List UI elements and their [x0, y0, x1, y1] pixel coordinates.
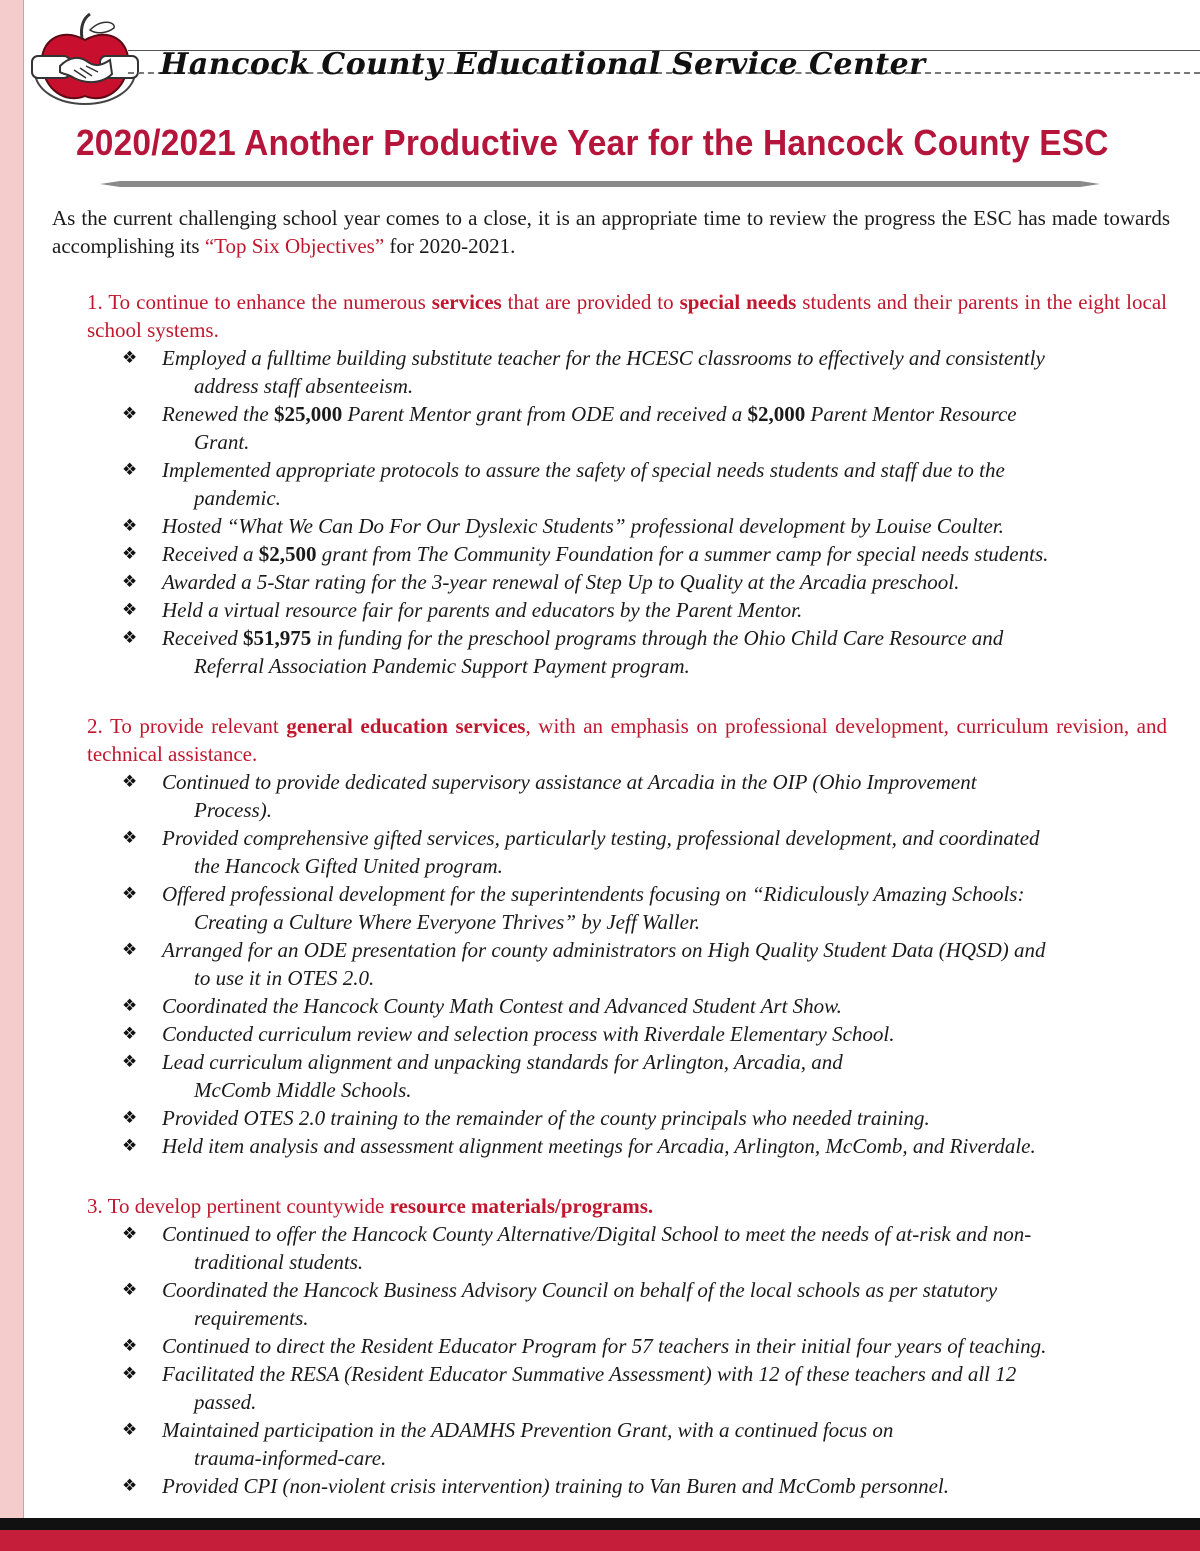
list-item	[120, 880, 1170, 936]
item-text-cont: Process).	[194, 798, 272, 822]
objective-3-list	[120, 1220, 1170, 1500]
list-item	[120, 540, 1170, 568]
objective-2-text: , with an emphasis on professional development, curriculum revision, and technical assistance.	[87, 714, 1167, 766]
bullet-icon: ❖	[122, 516, 138, 536]
item-text-cont: traditional students.	[194, 1250, 364, 1274]
list-item	[120, 1360, 1170, 1416]
objective-2-keyword: general education services	[286, 714, 526, 738]
bullet-icon: ❖	[122, 544, 138, 564]
objective-3-keyword: resource materials/programs.	[389, 1194, 654, 1218]
list-item	[120, 1104, 1170, 1132]
list-item	[120, 1048, 1170, 1104]
bullet-icon: ❖	[122, 996, 138, 1016]
item-text-cont: requirements.	[194, 1306, 309, 1330]
bullet-icon: ❖	[122, 460, 138, 480]
objective-2-text: 2. To provide relevant	[87, 714, 287, 738]
bullet-icon: ❖	[122, 1476, 138, 1496]
item-text: Provided CPI (non-violent crisis intervention) training to Van Buren and McComb personnel.	[162, 1474, 949, 1498]
title-underline	[100, 181, 1100, 187]
left-margin-band	[0, 0, 23, 1551]
list-item	[120, 512, 1170, 540]
item-text-cont: Creating a Culture Where Everyone Thrives” by Jeff Waller.	[194, 910, 701, 934]
intro-paragraph	[52, 204, 1170, 260]
item-text: Provided comprehensive gifted services, particularly testing, professional development, and coordinated	[162, 826, 1040, 850]
list-item	[120, 1416, 1170, 1472]
intro-text-end: for 2020-2021.	[384, 234, 516, 258]
objective-1	[87, 288, 1167, 344]
list-item	[120, 992, 1170, 1020]
list-item	[120, 624, 1170, 680]
org-name: Hancock County Educational Service Center	[160, 47, 926, 82]
list-item	[120, 596, 1170, 624]
item-amount: $51,975	[243, 626, 312, 650]
objective-3	[87, 1192, 1167, 1220]
apple-handshake-icon	[30, 12, 140, 107]
bullet-icon: ❖	[122, 772, 138, 792]
bullet-icon: ❖	[122, 348, 138, 368]
item-text: Parent Mentor grant from ODE and received a	[342, 402, 748, 426]
footer-bar-red	[0, 1530, 1200, 1551]
bullet-icon: ❖	[122, 940, 138, 960]
item-text: Conducted curriculum review and selection process with Riverdale Elementary School.	[162, 1022, 895, 1046]
page-title: 2020/2021 Another Productive Year for the Hancock County ESC	[76, 122, 1109, 163]
item-text-cont: the Hancock Gifted United program.	[194, 854, 503, 878]
objective-2-list	[120, 768, 1170, 1160]
bullet-icon: ❖	[122, 1024, 138, 1044]
bullet-icon: ❖	[122, 1136, 138, 1156]
list-item	[120, 768, 1170, 824]
item-text: Received a	[162, 542, 259, 566]
item-text: Held a virtual resource fair for parents and educators by the Parent Mentor.	[162, 598, 803, 622]
list-item	[120, 1332, 1170, 1360]
list-item	[120, 344, 1170, 400]
bullet-icon: ❖	[122, 1420, 138, 1440]
item-text: Provided OTES 2.0 training to the remainder of the county principals who needed training.	[162, 1106, 930, 1130]
bullet-icon: ❖	[122, 884, 138, 904]
bullet-icon: ❖	[122, 1336, 138, 1356]
footer-bar-dark	[0, 1518, 1200, 1530]
intro-highlight: “Top Six Objectives”	[204, 234, 385, 258]
bullet-icon: ❖	[122, 1280, 138, 1300]
item-text: Employed a fulltime building substitute teacher for the HCESC classrooms to effectively and consistently	[162, 346, 1045, 370]
item-amount: $25,000	[273, 402, 343, 426]
list-item	[120, 824, 1170, 880]
item-text: Continued to provide dedicated supervisory assistance at Arcadia in the OIP (Ohio Improvement	[162, 770, 977, 794]
item-amount: $2,500	[258, 542, 317, 566]
list-item	[120, 456, 1170, 512]
intro-text: As the current challenging school year comes to a close, it is an appropriate time to review the progress the ESC has made towards accomplishing its	[52, 206, 1170, 258]
list-item	[120, 1220, 1170, 1276]
objective-1-keyword: services	[431, 290, 502, 314]
list-item	[120, 1020, 1170, 1048]
objective-3-text: 3. To develop pertinent countywide	[87, 1194, 390, 1218]
objective-1-list	[120, 344, 1170, 680]
item-text: Coordinated the Hancock County Math Contest and Advanced Student Art Show.	[162, 994, 842, 1018]
list-item	[120, 1472, 1170, 1500]
item-text: Facilitated the RESA (Resident Educator Summative Assessment) with 12 of these teachers and all 12	[162, 1362, 1017, 1386]
item-text-cont: to use it in OTES 2.0.	[194, 966, 375, 990]
item-text: Continued to direct the Resident Educator Program for 57 teachers in their initial four years of teaching.	[162, 1334, 1047, 1358]
item-text: Arranged for an ODE presentation for county administrators on High Quality Student Data (HQSD) and	[162, 938, 1046, 962]
item-text-cont: address staff absenteeism.	[194, 374, 414, 398]
bullet-icon: ❖	[122, 1052, 138, 1072]
list-item	[120, 1276, 1170, 1332]
bullet-icon: ❖	[122, 828, 138, 848]
item-text-cont: Grant.	[194, 430, 250, 454]
list-item	[120, 568, 1170, 596]
bullet-icon: ❖	[122, 600, 138, 620]
item-text: Continued to offer the Hancock County Alternative/Digital School to meet the needs of at-risk and non-	[162, 1222, 1032, 1246]
item-text: Renewed the	[162, 402, 274, 426]
item-text: Held item analysis and assessment alignment meetings for Arcadia, Arlington, McComb, and Riverdale.	[162, 1134, 1036, 1158]
item-text: Implemented appropriate protocols to assure the safety of special needs students and staff due to the	[162, 458, 1005, 482]
list-item	[120, 400, 1170, 456]
bullet-icon: ❖	[122, 572, 138, 592]
item-text: Offered professional development for the superintendents focusing on “Ridiculously Amazing Schools:	[162, 882, 1025, 906]
bullet-icon: ❖	[122, 628, 138, 648]
item-text: Maintained participation in the ADAMHS Prevention Grant, with a continued focus on	[162, 1418, 894, 1442]
item-text: Parent Mentor Resource	[805, 402, 1017, 426]
item-text: Received	[162, 626, 244, 650]
item-amount: $2,000	[747, 402, 806, 426]
bullet-icon: ❖	[122, 1364, 138, 1384]
bullet-icon: ❖	[122, 404, 138, 424]
item-text-cont: passed.	[194, 1390, 257, 1414]
item-text-cont: trauma-informed-care.	[194, 1446, 387, 1470]
list-item	[120, 936, 1170, 992]
item-text: in funding for the preschool programs through the Ohio Child Care Resource and	[311, 626, 1004, 650]
left-margin-rule	[23, 0, 24, 1551]
objective-1-keyword: special needs	[679, 290, 797, 314]
item-text: Lead curriculum alignment and unpacking standards for Arlington, Arcadia, and	[162, 1050, 843, 1074]
list-item	[120, 1132, 1170, 1160]
item-text: Hosted “What We Can Do For Our Dyslexic Students” professional development by Louise Coulter.	[162, 514, 1004, 538]
bullet-icon: ❖	[122, 1224, 138, 1244]
bullet-icon: ❖	[122, 1108, 138, 1128]
item-text: Coordinated the Hancock Business Advisory Council on behalf of the local schools as per statutory	[162, 1278, 998, 1302]
item-text: Awarded a 5-Star rating for the 3-year renewal of Step Up to Quality at the Arcadia preschool.	[162, 570, 960, 594]
objective-1-text: students and their parents in the eight local school systems.	[87, 290, 1167, 342]
item-text: grant from The Community Foundation for a summer camp for special needs students.	[316, 542, 1049, 566]
objective-2	[87, 712, 1167, 768]
objective-1-text: 1. To continue to enhance the numerous	[87, 290, 432, 314]
objective-1-text: that are provided to	[501, 290, 680, 314]
item-text-cont: McComb Middle Schools.	[194, 1078, 412, 1102]
item-text-cont: Referral Association Pandemic Support Payment program.	[194, 654, 690, 678]
item-text-cont: pandemic.	[194, 486, 281, 510]
